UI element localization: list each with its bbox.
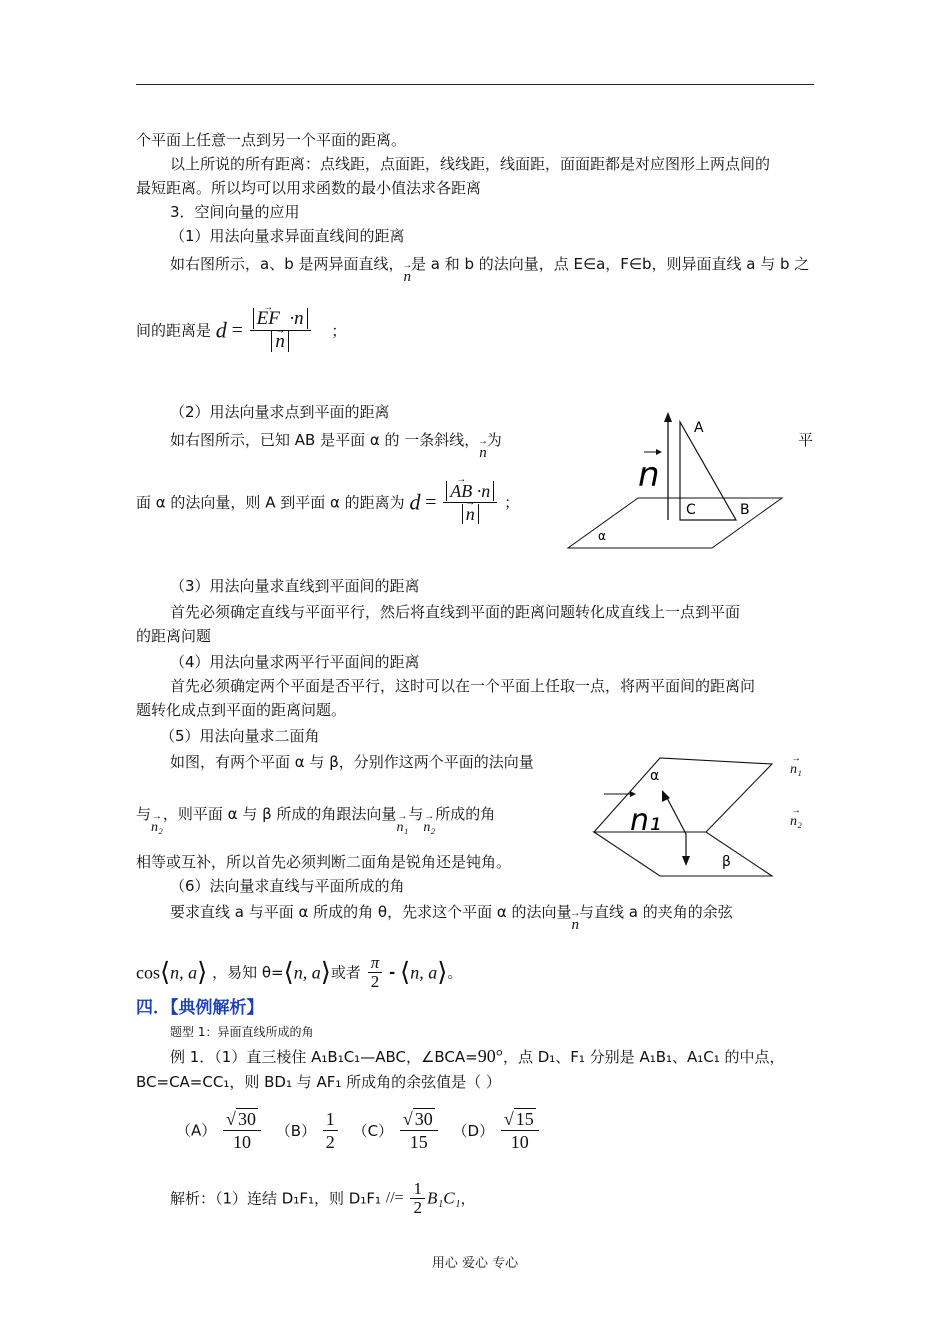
var-d: d (215, 317, 227, 343)
plane-beta (594, 832, 772, 876)
equals: = (425, 491, 437, 514)
fraction-denominator (268, 331, 292, 353)
text-line: 首先必须确定两个平面是否平行，这时可以在一个平面上任取一点，将两平面间的距离问 (170, 677, 756, 695)
choice-a-value: $\frac{√ 30}{10}$ (223, 1108, 261, 1153)
angle-bracket: ⟨ (160, 957, 171, 987)
choices (176, 1108, 541, 1153)
choice-b-value: $\frac{1}{2}$ (323, 1108, 338, 1153)
text-line: 最短距离。所以均可以用求函数的最小值法求各距离 (136, 179, 482, 197)
vec-n: → n (403, 267, 411, 287)
text-fragment: 为 (486, 431, 502, 449)
plane-alpha (594, 758, 772, 832)
cos: cos (136, 962, 160, 983)
angle-90: 90° (477, 1046, 503, 1066)
text-line: 个平面上任意一点到另一个平面的距离。 (136, 131, 407, 149)
label-n: n (638, 455, 660, 495)
pi-over-2 (368, 954, 383, 991)
minus: - (389, 963, 396, 982)
fraction-denominator (459, 503, 482, 525)
page-footer: 用心 爱心 专心 (431, 1256, 519, 1271)
text-fragment: 面 α 的法向量，则 A 到平面 α 的距离为 (136, 493, 405, 512)
normal-n1 (666, 796, 686, 834)
n-a: n, a (410, 962, 438, 983)
vec-n1-margin: → n₁ (790, 760, 802, 780)
n-a: n, a (170, 962, 198, 983)
var-d: d (409, 489, 421, 515)
angle-bracket: ⟨ (283, 957, 294, 987)
text-fragment: 间的距离是 (136, 321, 212, 340)
text-line: 相等或互补，所以首先必须判断二面角是锐角还是钝角。 (136, 853, 512, 871)
vec-n2: → n₂ (151, 818, 163, 838)
equals: = (231, 319, 243, 342)
label-alpha: α (598, 529, 606, 543)
distance-fraction (443, 480, 497, 525)
label-C: C (686, 502, 696, 518)
normal-vector-n (479, 443, 487, 463)
angle-bracket: ⟨ (400, 957, 411, 987)
text-line (170, 902, 733, 933)
text-fragment: 与直线 a 的夹角的余弦 (579, 903, 733, 921)
text-line (136, 804, 496, 835)
text-fragment: 如右图所示，a、b 是两异面直线， (170, 255, 404, 273)
text-line (170, 254, 810, 285)
text-fragment: 如右图所示，已知 AB 是平面 α 的 一条斜线， (170, 431, 480, 449)
text-line: 首先必须确定直线与平面平行，然后将直线到平面的距离问题转化成直线上一点到平面 (170, 603, 741, 621)
text-fragment: ， (460, 1189, 476, 1208)
denominator: 2 (370, 972, 380, 991)
choice-c-value: $\frac{√ 30}{15}$ (400, 1108, 438, 1153)
subheading: 3．空间向量的应用 (170, 203, 300, 221)
numerator: π (368, 954, 383, 973)
vec-n: → n (275, 331, 285, 353)
subheading: （3）用法向量求直线到平面间的距离 (170, 577, 420, 595)
dot-n: ·n (476, 481, 491, 501)
text-fragment: 要求直线 a 与平面 α 所成的角 θ，先求这个平面 α 的法向量 (170, 903, 572, 921)
topic-heading: 题型 1：异面直线所成的角 (170, 1025, 314, 1039)
text-line: 的距离问题 (136, 627, 212, 645)
B1C1: B₁C₁ (426, 1188, 461, 1208)
distance-fraction (250, 308, 311, 353)
text-fragment: ，点 D₁、F₁ 分别是 A₁B₁、A₁C₁ 的中点， (502, 1048, 785, 1066)
text-fragment: 。 (447, 963, 463, 982)
vec-n: → n (466, 503, 475, 525)
formula-line (136, 954, 462, 991)
text-fragment: 与 (408, 805, 424, 823)
vec-n: → n (572, 915, 580, 935)
figure-dihedral (578, 752, 778, 882)
text-line: 题转化成点到平面的距离问题。 (136, 701, 347, 719)
vec-n2-margin: → n₂ (790, 812, 802, 832)
choice-label: （B） (275, 1121, 317, 1140)
choice-label: （C） (352, 1121, 394, 1140)
label-n1: n₁ (630, 803, 662, 838)
text-line (170, 1046, 785, 1067)
text-fragment: 解析：（1）连结 D₁F₁，则 D₁F₁ (170, 1189, 381, 1208)
half-fraction: $\frac{1}{2}$ (410, 1180, 425, 1217)
n-a: n, a (293, 962, 321, 983)
label-B: B (740, 502, 750, 518)
text-fragment: ； (331, 321, 347, 340)
choice-d-value: $\frac{√ 15}{10}$ (501, 1108, 539, 1153)
label-A: A (694, 420, 704, 436)
solution-line (170, 1180, 476, 1217)
subheading: （4）用法向量求两平行平面间的距离 (170, 653, 420, 671)
choice-label: （D） (452, 1121, 495, 1140)
text-fragment: 例 1．（1）直三棱住 A₁B₁C₁—ABC，∠BCA= (170, 1048, 478, 1066)
angle-bracket: ⟩ (437, 957, 448, 987)
formula-line (136, 308, 346, 353)
arrow-head-n2 (682, 856, 690, 866)
text-fragment: ，易知 θ= (212, 963, 284, 982)
angle-bracket: ⟩ (197, 957, 208, 987)
text-fragment: 是 a 和 b 的法向量，点 E∈a，F∈b，则异面直线 a 与 b 之 (410, 255, 810, 273)
text-line: BC=CA=CC₁，则 BD₁ 与 AF₁ 所成角的余弦值是（ ） (136, 1073, 501, 1091)
text-fragment: 平 (798, 431, 814, 449)
subheading: （2）用法向量求点到平面的距离 (170, 403, 390, 421)
vec-n2: → n₂ (423, 818, 435, 838)
arrow-head (664, 412, 672, 422)
section-heading: 四．【典例解析】 (136, 998, 264, 1018)
subheading: （1）用法向量求异面直线间的距离 (170, 227, 405, 245)
text-line: 如图，有两个平面 α 与 β，分别作这两个平面的法向量 (170, 753, 534, 771)
subheading: （6）法向量求直线与平面所成的角 (170, 877, 405, 895)
text-fragment: 所成的角 (435, 805, 496, 823)
dot-n: ·n (289, 308, 304, 329)
text-fragment: 或者 (330, 963, 361, 982)
choice-label: （A） (176, 1121, 217, 1140)
figure-plane-normal (560, 408, 800, 558)
text-fragment: 与 (136, 805, 152, 823)
label-beta: β (722, 854, 731, 870)
n1-arrow-tip (630, 791, 636, 797)
subheading: （5）用法向量求二面角 (160, 727, 320, 745)
vec-n: → n (479, 443, 487, 463)
text-fragment: ； (504, 493, 520, 512)
vec-AB: → AB (450, 480, 472, 502)
header-rule (136, 84, 814, 85)
label-alpha: α (650, 768, 660, 784)
text-fragment: ，则平面 α 与 β 所成的角跟法向量 (162, 805, 397, 823)
formula-line (136, 480, 519, 525)
parallel-equal: //= (385, 1189, 404, 1207)
vec-n1: → n₁ (396, 818, 408, 838)
normal-vector-n (403, 267, 411, 287)
angle-bracket: ⟩ (320, 957, 331, 987)
text-line (170, 430, 502, 461)
vec-EF: → EF (257, 308, 280, 330)
text-line: 以上所说的所有距离：点线距，点面距，线线距，线面距，面面距都是对应图形上两点间的 (170, 155, 771, 173)
